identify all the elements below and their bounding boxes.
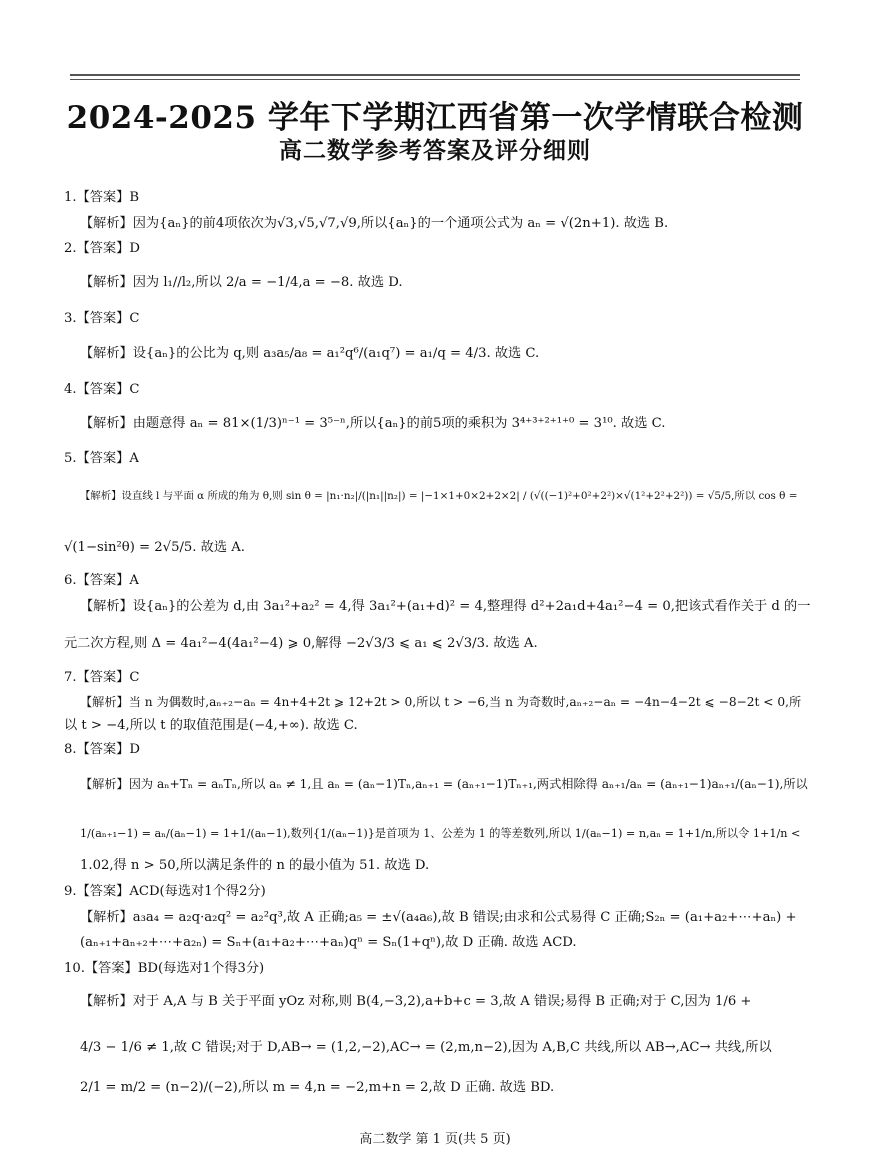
- page-footer: 高二数学 第 1 页(共 5 页): [359, 1132, 511, 1147]
- q1-solution: 【解析】因为{aₙ}的前4项依次为√3,√5,√7,√9,所以{aₙ}的一个通项公式为 aₙ = √(2n+1). 故选 B.: [80, 216, 669, 231]
- q10-solution-line3: 2/1 = m/2 = (n−2)/(−2),所以 m = 4,n = −2,m+n = 2,故 D 正确. 故选 BD.: [80, 1080, 555, 1095]
- q3-answer: 3.【答案】C: [64, 311, 140, 326]
- top-rule: [70, 74, 800, 76]
- q8-answer: 8.【答案】D: [64, 742, 140, 757]
- q9-answer: 9.【答案】ACD(每选对1个得2分): [64, 884, 266, 899]
- q7-solution-line1: 【解析】当 n 为偶数时,aₙ₊₂−aₙ = 4n+4+2t ⩾ 12+2t > 0,所以 t > −6,当 n 为奇数时,aₙ₊₂−aₙ = −4n−4−2t ⩽ −8−2t < 0,所: [80, 695, 802, 709]
- page-subtitle: 高二数学参考答案及评分细则: [279, 137, 591, 164]
- q5-solution-line2: √(1−sin²θ) = 2√5/5. 故选 A.: [64, 540, 245, 555]
- q4-solution: 【解析】由题意得 aₙ = 81×(1/3)ⁿ⁻¹ = 3⁵⁻ⁿ,所以{aₙ}的前5项的乘积为 3⁴⁺³⁺²⁺¹⁺⁰ = 3¹⁰. 故选 C.: [80, 416, 666, 431]
- q5-solution-line1: 【解析】设直线 l 与平面 α 所成的角为 θ,则 sin θ = |n₁·n₂|/(|n₁||n₂|) = |−1×1+0×2+2×2| / (√((−1)²+0²+2²)×√(1²+2²+2²)) = √5/5,所以 cos θ =: [80, 490, 798, 502]
- q6-solution-line2: 元二次方程,则 Δ = 4a₁²−4(4a₁²−4) ⩾ 0,解得 −2√3/3 ⩽ a₁ ⩽ 2√3/3. 故选 A.: [64, 636, 538, 651]
- q3-solution: 【解析】设{aₙ}的公比为 q,则 a₃a₅/a₈ = a₁²q⁶/(a₁q⁷) = a₁/q = 4/3. 故选 C.: [80, 346, 540, 361]
- q10-solution-line1: 【解析】对于 A,A 与 B 关于平面 yOz 对称,则 B(4,−3,2),a+b+c = 3,故 A 错误;易得 B 正确;对于 C,因为 1/6 +: [80, 994, 752, 1009]
- q7-solution-line2: 以 t > −4,所以 t 的取值范围是(−4,+∞). 故选 C.: [64, 718, 358, 733]
- q2-answer: 2.【答案】D: [64, 241, 140, 256]
- q9-solution-line1: 【解析】a₃a₄ = a₂q·a₂q² = a₂²q³,故 A 正确;a₅ = ±√(a₄a₆),故 B 错误;由求和公式易得 C 正确;S₂ₙ = (a₁+a₂+⋯+aₙ) +: [80, 910, 797, 925]
- q6-answer: 6.【答案】A: [64, 573, 139, 588]
- q7-answer: 7.【答案】C: [64, 670, 140, 685]
- q10-solution-line2: 4/3 − 1/6 ≠ 1,故 C 错误;对于 D,AB→ = (1,2,−2),AC→ = (2,m,n−2),因为 A,B,C 共线,所以 AB→,AC→ 共线,所以: [80, 1040, 772, 1055]
- q6-solution-line1: 【解析】设{aₙ}的公差为 d,由 3a₁²+a₂² = 4,得 3a₁²+(a₁+d)² = 4,整理得 d²+2a₁d+4a₁²−4 = 0,把该式看作关于 d 的一: [80, 599, 811, 614]
- q8-solution-line1: 【解析】因为 aₙ+Tₙ = aₙTₙ,所以 aₙ ≠ 1,且 aₙ = (aₙ−1)Tₙ,aₙ₊₁ = (aₙ₊₁−1)Tₙ₊₁,两式相除得 aₙ₊₁/aₙ = (aₙ₊₁−1)aₙ₊₁/(aₙ−1),所以: [80, 777, 808, 791]
- q10-answer: 10.【答案】BD(每选对1个得3分): [64, 961, 265, 976]
- q2-solution: 【解析】因为 l₁//l₂,所以 2/a = −1/4,a = −8. 故选 D.: [80, 275, 403, 290]
- page-title: 2024-2025 学年下学期江西省第一次学情联合检测: [66, 100, 804, 136]
- q9-solution-line2: (aₙ₊₁+aₙ₊₂+⋯+a₂ₙ) = Sₙ+(a₁+a₂+⋯+aₙ)qⁿ = Sₙ(1+qⁿ),故 D 正确. 故选 ACD.: [80, 935, 577, 950]
- q5-answer: 5.【答案】A: [64, 451, 139, 466]
- q8-solution-line3: 1.02,得 n > 50,所以满足条件的 n 的最小值为 51. 故选 D.: [80, 858, 430, 873]
- q4-answer: 4.【答案】C: [64, 382, 140, 397]
- q8-solution-line2: 1/(aₙ₊₁−1) = aₙ/(aₙ−1) = 1+1/(aₙ−1),数列{1/(aₙ−1)}是首项为 1、公差为 1 的等差数列,所以 1/(aₙ−1) = n,aₙ = 1+1/n,所以令 1+1/n <: [80, 827, 801, 840]
- top-rule-thin: [70, 79, 800, 80]
- q1-answer: 1.【答案】B: [64, 190, 140, 205]
